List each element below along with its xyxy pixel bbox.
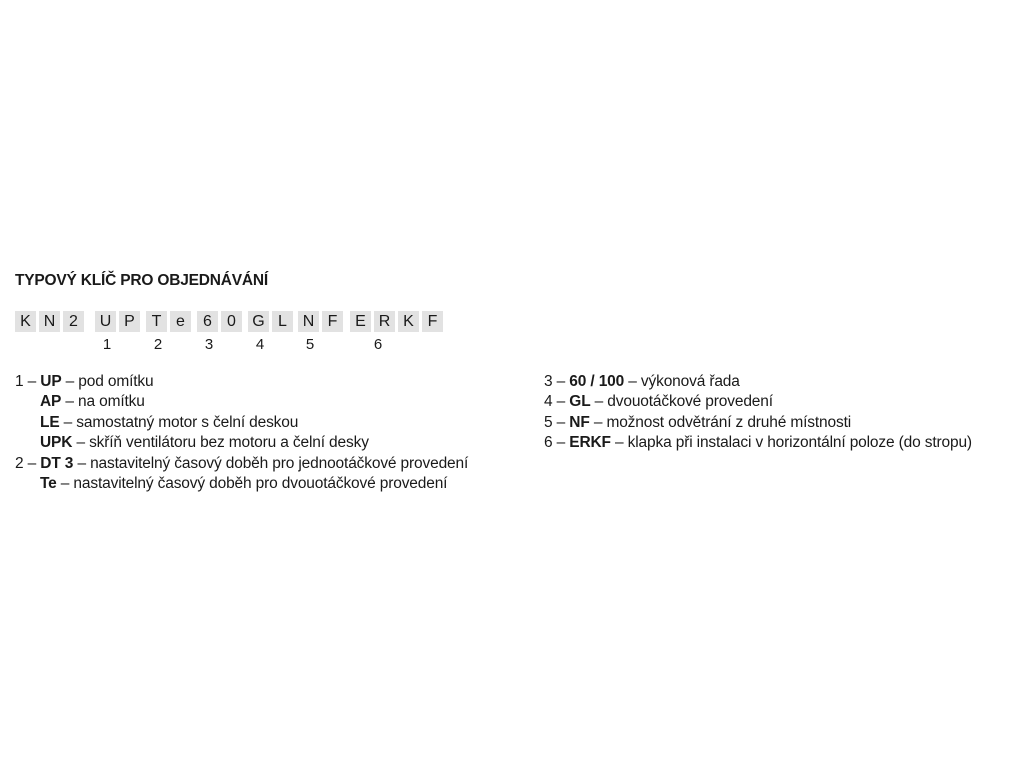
legend-desc: – pod omítku xyxy=(61,373,154,390)
legend-code: DT 3 xyxy=(40,454,74,472)
legend-desc: – nastavitelný časový doběh pro dvouotáčkové provedení xyxy=(56,474,448,492)
legend-code: LE xyxy=(40,413,60,431)
legend-item xyxy=(15,454,468,474)
position-number: 3 xyxy=(204,336,214,353)
legend-desc: – na omítku xyxy=(61,393,145,411)
legend-item xyxy=(15,433,468,453)
legend-item xyxy=(15,372,468,392)
code-char-box: K xyxy=(398,311,419,332)
legend-desc: – nastavitelný časový doběh pro jednootáčkové provedení xyxy=(73,454,469,472)
code-char-box: P xyxy=(119,311,140,332)
legend-prefix: 4 – xyxy=(544,393,566,411)
code-group-5 xyxy=(298,311,343,332)
code-group-model xyxy=(15,311,84,332)
position-number: 1 xyxy=(102,336,112,353)
legend-item xyxy=(15,413,468,433)
code-char-box: T xyxy=(146,311,167,332)
code-char-box: 6 xyxy=(197,311,218,332)
legend-code: UPK xyxy=(40,434,73,452)
legend-item xyxy=(544,372,972,392)
code-char-box: N xyxy=(298,311,319,332)
legend-code: NF xyxy=(569,413,590,431)
legend-code: AP xyxy=(40,393,62,411)
legend-item xyxy=(15,474,468,494)
code-char-box: F xyxy=(422,311,443,332)
legend-code: ERKF xyxy=(569,434,611,452)
legend-desc: – dvouotáčkové provedení xyxy=(590,393,773,411)
code-group-6 xyxy=(350,311,443,332)
code-char-box: R xyxy=(374,311,395,332)
legend-prefix: 2 – xyxy=(15,454,37,472)
legend-code: GL xyxy=(569,393,591,411)
legend-desc: – možnost odvětrání z druhé místnosti xyxy=(589,413,852,431)
legend-desc: – samostatný motor s čelní deskou xyxy=(59,413,299,431)
legend-item xyxy=(15,392,468,412)
code-char-box: K xyxy=(15,311,36,332)
position-number: 6 xyxy=(373,336,383,353)
code-char-box: 0 xyxy=(221,311,242,332)
code-char-box: G xyxy=(248,311,269,332)
legend-right-column xyxy=(544,372,972,454)
legend-item xyxy=(544,413,972,433)
position-number: 4 xyxy=(255,336,265,353)
code-group-2 xyxy=(146,311,191,332)
legend-left-column xyxy=(15,372,468,494)
code-char-box: E xyxy=(350,311,371,332)
legend-item xyxy=(544,433,972,453)
legend-desc: – výkonová řada xyxy=(624,373,740,390)
legend-code: UP xyxy=(40,373,62,390)
position-number: 5 xyxy=(305,336,315,353)
code-char-box: N xyxy=(39,311,60,332)
code-group-3 xyxy=(197,311,242,332)
code-group-4 xyxy=(248,311,293,332)
page-title: TYPOVÝ KLÍČ PRO OBJEDNÁVÁNÍ xyxy=(15,272,268,289)
legend-prefix: 6 – xyxy=(544,434,566,452)
legend-item xyxy=(544,392,972,412)
legend-prefix: 3 – xyxy=(544,373,566,390)
legend-desc: – skříň ventilátoru bez motoru a čelní desky xyxy=(72,434,369,452)
legend-prefix: 5 – xyxy=(544,413,566,431)
legend-desc: – klapka při instalaci v horizontální poloze (do stropu) xyxy=(610,434,972,452)
code-char-box: F xyxy=(322,311,343,332)
code-char-box: U xyxy=(95,311,116,332)
code-char-box: 2 xyxy=(63,311,84,332)
code-group-1 xyxy=(95,311,140,332)
legend-prefix: 1 – xyxy=(15,373,37,390)
position-number: 2 xyxy=(153,336,163,353)
code-char-box: e xyxy=(170,311,191,332)
legend-code: Te xyxy=(40,474,57,492)
legend-code: 60 / 100 xyxy=(569,373,625,390)
code-char-box: L xyxy=(272,311,293,332)
